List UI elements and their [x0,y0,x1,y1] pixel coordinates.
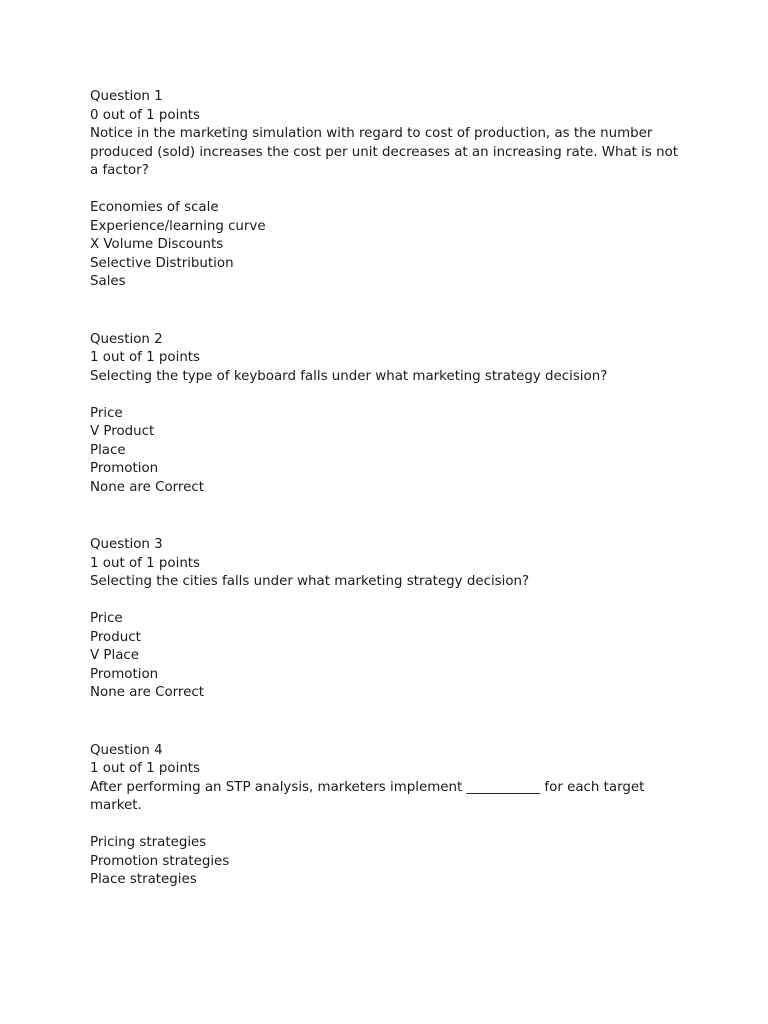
question-score: 1 out of 1 points [90,761,201,776]
answer-option: None are Correct [90,685,204,700]
question-score: 0 out of 1 points [90,107,201,123]
answer-option: Experience/learning curve [90,218,266,234]
question-title: Question 4 [90,742,163,758]
answer-option: Place strategies [90,872,197,887]
answer-option: Pricing strategies [90,835,207,850]
answer-option: Economies of scale [90,200,219,215]
question-text: Selecting the cities falls under what marketing strategy decision? [90,574,530,589]
answer-options [90,199,680,292]
answer-option: Product [90,629,141,645]
question-title: Question 3 [90,537,163,552]
question-text: After performing an STP analysis, marketers implement ___________ for each target market. [90,779,645,813]
answer-option: Price [90,611,123,626]
document-page [90,88,680,890]
question-score: 1 out of 1 points [90,555,201,571]
question-text: Notice in the marketing simulation with regard to cost of production, as the number produced (sold) increases the cost per unit decreases at an increasing rate. What is not a factor? [90,126,679,178]
question-3 [90,536,680,703]
question-text: Selecting the type of keyboard falls under what marketing strategy decision? [90,368,608,384]
question-title: Question 1 [90,89,163,104]
question-title: Question 2 [90,331,163,347]
answer-option-selected-incorrect: X Volume Discounts [90,237,224,252]
answer-option: Place [90,442,126,458]
question-score: 1 out of 1 points [90,350,201,365]
answer-option: Promotion [90,461,159,476]
answer-option: Promotion [90,666,159,682]
question-4 [90,742,680,890]
answer-option: Promotion strategies [90,853,230,869]
answer-option: Price [90,405,123,421]
question-1 [90,88,680,292]
answer-option-selected-correct: V Product [90,424,155,439]
answer-option-selected-correct: V Place [90,648,140,663]
answer-options [90,405,680,498]
answer-option: Sales [90,274,126,289]
answer-option: None are Correct [90,479,204,495]
answer-options [90,610,680,703]
answer-options [90,834,680,890]
question-2 [90,331,680,498]
answer-option: Selective Distribution [90,255,234,271]
